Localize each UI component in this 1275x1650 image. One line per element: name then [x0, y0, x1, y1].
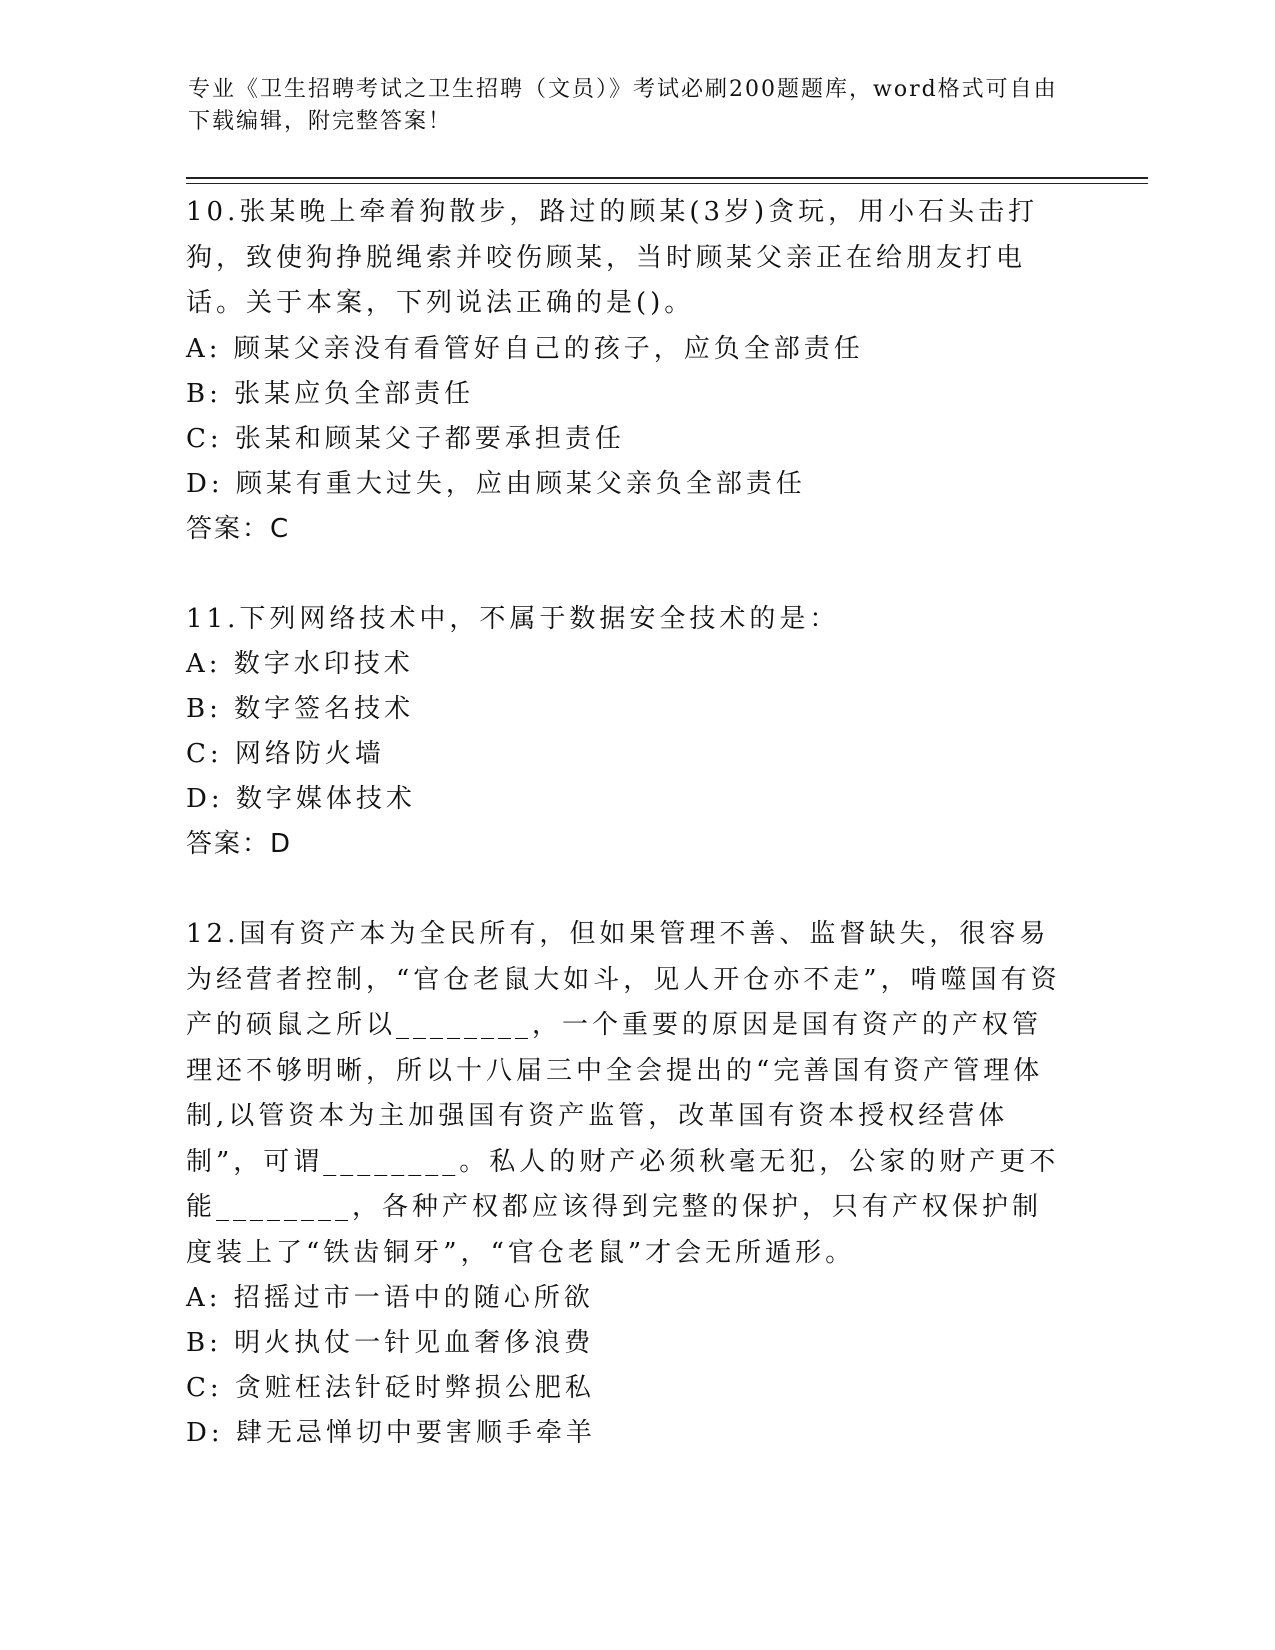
option-c: C: 张某和顾某父子都要承担责任	[186, 423, 625, 454]
answer-line: 答案：C	[186, 513, 291, 544]
answer-line: 答案：D	[186, 829, 293, 859]
option-d: D: 顾某有重大过失，应由顾某父亲负全部责任	[186, 468, 806, 499]
option-b: B: 数字签名技术	[186, 694, 415, 724]
question-stem: 12.国有资产本为全民所有，但如果管理不善、监督缺失，很容易为经营者控制，“官仓老鼠大如斗，见人开仓亦不走”，啃噬国有资产的硕鼠之所以________，一个重要的原因是国有资产的产权管理还不够明晰，所以十八届三中全会提出的“完善国有资产管理体制,以管资本为主加强国有资产监管，改革国有资本授权经营体制”，可谓________。私人的财产必须秋毫无犯，公家的财产更不能________，各种产权都应该得到完整的保护，只有产权保护制度装上了“铁齿铜牙”，“官仓老鼠”才会无所遁形。	[186, 919, 1061, 1268]
question-11	[186, 597, 1066, 868]
option-a: A: 数字水印技术	[186, 649, 414, 679]
question-stem: 10.张某晚上牵着狗散步，路过的顾某(3岁)贪玩，用小石头击打狗，致使狗挣脱绳索并咬伤顾某，当时顾某父亲正在给朋友打电话。关于本案，下列说法正确的是()。	[186, 197, 1039, 318]
option-d: D: 数字媒体技术	[186, 784, 416, 814]
question-12	[186, 912, 1066, 1456]
option-a: A: 招摇过市一语中的随心所欲	[186, 1283, 594, 1313]
header-divider-thick	[186, 177, 1148, 179]
question-stem: 11.下列网络技术中，不属于数据安全技术的是：	[186, 603, 840, 634]
option-c: C: 贪赃枉法针砭时弊损公肥私	[186, 1373, 595, 1403]
option-c: C: 网络防火墙	[186, 739, 385, 769]
question-10	[186, 190, 1066, 552]
option-d: D: 肆无忌惮切中要害顺手牵羊	[186, 1418, 596, 1448]
document-header: 专业《卫生招聘考试之卫生招聘（文员）》考试必刷200题题库，word格式可自由下载编辑，附完整答案！	[188, 77, 1058, 134]
header-divider-thin	[186, 183, 1148, 184]
option-b: B: 张某应负全部责任	[186, 378, 475, 409]
question-list	[186, 190, 1066, 1501]
option-a: A: 顾某父亲没有看管好自己的孩子，应负全部责任	[186, 333, 864, 364]
option-b: B: 明火执仗一针见血奢侈浪费	[186, 1328, 595, 1358]
